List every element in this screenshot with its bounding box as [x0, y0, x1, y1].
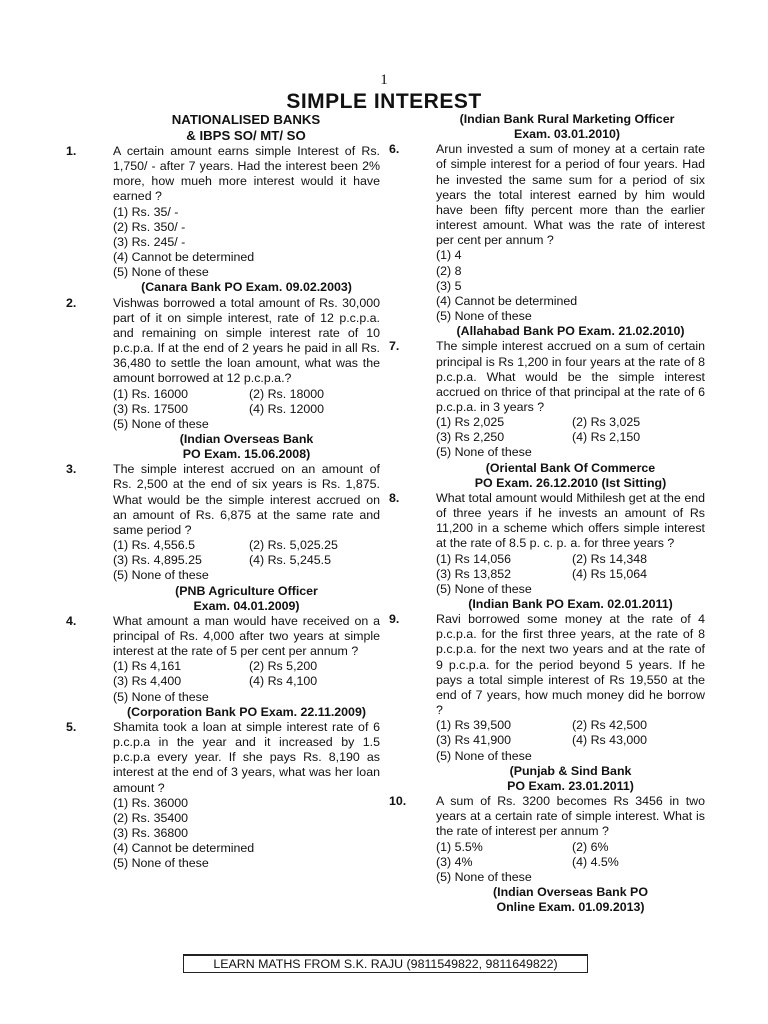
answer-option: (4) Rs 43,000	[572, 733, 648, 748]
answer-option: (2) Rs. 35400	[113, 810, 189, 825]
question-source	[113, 280, 380, 295]
question-source	[113, 584, 380, 614]
source-line: PO Exam. 23.01.2011)	[507, 778, 634, 793]
answer-option: (3) 4%	[436, 854, 473, 869]
question-number: 4.	[66, 613, 77, 628]
question-source	[436, 885, 705, 915]
question-item	[389, 142, 705, 339]
right-question-list	[389, 142, 705, 915]
question-text: What amount a man would have received on a principal of Rs. 4,000 after two years at simple interest at the rate of 5 per cent per annum ?	[113, 613, 380, 659]
answer-option: (2) Rs 42,500	[572, 718, 648, 733]
answer-option: (3) Rs 2,250	[436, 430, 505, 445]
answer-option: (4) Rs 15,064	[572, 566, 648, 581]
option-row	[113, 538, 380, 553]
option-row	[436, 430, 705, 445]
answer-option: (3) Rs. 17500	[113, 401, 189, 416]
source-line: (Oriental Bank Of Commerce	[485, 460, 656, 475]
option-row	[113, 553, 380, 568]
right-column	[389, 112, 705, 915]
question-item	[389, 339, 705, 491]
answer-option: (5) None of these	[113, 568, 209, 583]
left-column	[66, 112, 380, 872]
left-question-list	[66, 144, 380, 872]
answer-option: (4) 4.5%	[572, 854, 619, 869]
option-row	[436, 415, 705, 430]
source-line: PO Exam. 15.06.2008)	[182, 447, 311, 462]
question-text: The simple interest accrued on an amount of Rs. 2,500 at the end of six years is Rs. 1,875. What would be the simple interest accrued on an amount of Rs. 6,875 at the same rate and same period ?	[113, 462, 380, 537]
answer-option: (2) Rs 14,348	[572, 551, 648, 566]
source-line: (PNB Agriculture Officer	[175, 583, 318, 598]
answer-option: (1) Rs. 16000	[113, 386, 189, 401]
question-text: Shamita took a loan at simple interest rate of 6 p.c.p.a in the year and it increased by 1.5 p.c.p.a every year. If she pays Rs. 8,190 as interest at the end of 3 years, what was her loan amount ?	[113, 719, 380, 795]
answer-option: (5) None of these	[436, 748, 532, 763]
source-line: (Indian Bank PO Exam. 02.01.2011)	[468, 597, 673, 611]
question-item	[66, 462, 380, 614]
answer-option: (3) Rs. 4,895.25	[113, 553, 202, 568]
answer-option: (4) Rs. 5,245.5	[249, 553, 331, 568]
answer-option: (1) Rs 39,500	[436, 718, 512, 733]
answer-option: (2) 6%	[572, 839, 609, 854]
answer-option: (4) Cannot be determined	[436, 293, 578, 308]
page-title: SIMPLE INTEREST	[286, 90, 482, 113]
answer-option: (2) Rs. 5,025.25	[249, 538, 338, 553]
section-heading-line: & IBPS SO/ MT/ SO	[186, 128, 306, 143]
answer-option: (5) None of these	[436, 869, 532, 884]
question-number: 3.	[66, 462, 77, 477]
answer-option: (5) None of these	[436, 445, 532, 460]
question-source	[436, 764, 705, 794]
answer-option: (1) Rs. 36000	[113, 795, 189, 810]
source-line: Online Exam. 01.09.2013)	[496, 900, 645, 915]
question-number: 1.	[66, 144, 77, 158]
answer-option: (3) Rs 4,400	[113, 674, 182, 689]
question-number: 2.	[66, 295, 77, 310]
answer-option: (5) None of these	[436, 581, 532, 596]
source-line: PO Exam. 26.12.2010 (Ist Sitting)	[474, 475, 667, 490]
question-source	[436, 324, 705, 339]
question-text: A certain amount earns simple Interest of Rs. 1,750/ - after 7 years. Had the interest been 2% more, how mueh more interest would it have earned ?	[113, 144, 380, 204]
source-line: Exam. 04.01.2009)	[193, 598, 300, 613]
question-number: 6.	[389, 142, 400, 157]
question-number: 8.	[389, 490, 400, 505]
source-line: (Allahabad Bank PO Exam. 21.02.2010)	[456, 324, 685, 339]
answer-option: (3) Rs. 36800	[113, 826, 189, 841]
question-text: Ravi borrowed some money at the rate of 4 p.c.p.a. for the first three years, at the rate of 8 p.c.p.a. for the next two years and at the rate of 9 p.c.p.a. for the period beyond 5 years. If he pays a total simple interest of Rs 19,550 at the end of 7 years, how much money did he borrow ?	[436, 612, 705, 718]
question-number: 10.	[389, 794, 407, 809]
question-source	[113, 432, 380, 462]
question-text: The simple interest accrued on a sum of certain principal is Rs 1,200 in four years at the rate of 8 p.c.p.a. What would be the simple interest accrued on thrice of that principal at the rate of 6 p.c.p.a. in 3 years ?	[436, 339, 705, 414]
option-row	[436, 840, 705, 855]
question-text: Vishwas borrowed a total amount of Rs. 30,000 part of it on simple interest, rate of 12 p.c.p.a. and remaining on simple interest rate of 10 p.c.p.a. If at the end of 2 years he paid in all Rs. 36,480 to settle the loan amount, what was the amount borrowed at 12 p.c.p.a.?	[113, 295, 380, 386]
question-source	[113, 705, 380, 720]
answer-option: (1) Rs 4,161	[113, 659, 182, 674]
source-line: (Punjab & Sind Bank	[509, 763, 632, 778]
answer-option: (2) Rs. 18000	[249, 386, 325, 401]
answer-option: (5) None of these	[113, 856, 209, 871]
source-line: (Indian Overseas Bank PO	[493, 884, 648, 899]
question-item	[66, 296, 380, 463]
question-source	[436, 597, 705, 612]
page-number: 1	[380, 72, 388, 88]
answer-option: (5) None of these	[113, 689, 209, 704]
question-source	[436, 461, 705, 491]
option-row	[113, 674, 380, 689]
source-line: (Indian Bank Rural Marketing Officer	[459, 112, 675, 126]
question-item	[66, 614, 380, 720]
option-row	[436, 855, 705, 870]
section-heading-line: NATIONALISED BANKS	[171, 112, 321, 127]
answer-option: (1) 5.5%	[436, 839, 483, 854]
answer-option: (4) Cannot be determined	[113, 841, 255, 856]
option-row	[436, 552, 705, 567]
option-row	[113, 387, 380, 402]
answer-option: (1) Rs 14,056	[436, 551, 512, 566]
answer-option: (5) None of these	[113, 265, 209, 280]
answer-option: (3) Rs 41,900	[436, 733, 512, 748]
answer-option: (4) Rs. 12000	[249, 401, 325, 416]
answer-option: (4) Rs 4,100	[249, 674, 318, 689]
answer-option: (3) Rs 13,852	[436, 566, 512, 581]
answer-option: (1) 4	[436, 248, 462, 263]
source-line: (Canara Bank PO Exam. 09.02.2003)	[141, 280, 352, 295]
question-number: 9.	[389, 612, 400, 627]
answer-option: (4) Rs 2,150	[572, 430, 641, 445]
answer-option: (1) Rs. 4,556.5	[113, 538, 195, 553]
question-item	[389, 491, 705, 612]
question-item	[66, 144, 380, 296]
answer-option: (5) None of these	[436, 309, 532, 324]
answer-option: (1) Rs 2,025	[436, 415, 505, 430]
question-source	[429, 112, 705, 142]
answer-option: (3) 5	[436, 278, 462, 293]
answer-option: (5) None of these	[113, 416, 209, 431]
answer-option: (2) Rs 3,025	[572, 415, 641, 430]
question-item	[389, 612, 705, 794]
option-row	[113, 659, 380, 674]
question-text: Arun invested a sum of money at a certain rate of simple interest for a period of four years. Had he invested the same sum for a period of six years the total interest earned by him would have been fifty percent more than the earlier interest amount. What was the rate of interest per cent per annum ?	[436, 142, 705, 248]
source-line: Exam. 03.01.2010)	[513, 127, 621, 142]
option-row	[436, 567, 705, 582]
answer-option: (4) Cannot be determined	[113, 250, 255, 265]
source-line: (Corporation Bank PO Exam. 22.11.2009)	[127, 704, 366, 719]
option-row	[436, 733, 705, 748]
answer-option: (2) Rs. 350/ -	[113, 219, 186, 234]
answer-option: (2) 8	[436, 263, 462, 278]
source-line: (Indian Overseas Bank	[179, 431, 314, 446]
option-row	[436, 718, 705, 733]
answer-option: (3) Rs. 245/ -	[113, 234, 186, 249]
answer-option: (1) Rs. 35/ -	[113, 204, 179, 219]
question-item	[66, 720, 380, 872]
question-number: 7.	[389, 339, 400, 354]
question-item	[389, 794, 705, 915]
question-text: What total amount would Mithilesh get at the end of three years if he invests an amount of Rs 11,200 in a scheme which offers simple interest at the rate of 8.5 p. c. p. a. for three years ?	[436, 490, 705, 551]
answer-option: (2) Rs 5,200	[249, 659, 318, 674]
question-number: 5.	[66, 719, 77, 734]
question-text: A sum of Rs. 3200 becomes Rs 3456 in two years at a certain rate of simple interest. What is the rate of interest per annum ?	[436, 794, 705, 839]
section-heading	[112, 112, 380, 144]
footer-banner: LEARN MATHS FROM S.K. RAJU (9811549822, 9811649822)	[183, 954, 588, 973]
option-row	[113, 402, 380, 417]
